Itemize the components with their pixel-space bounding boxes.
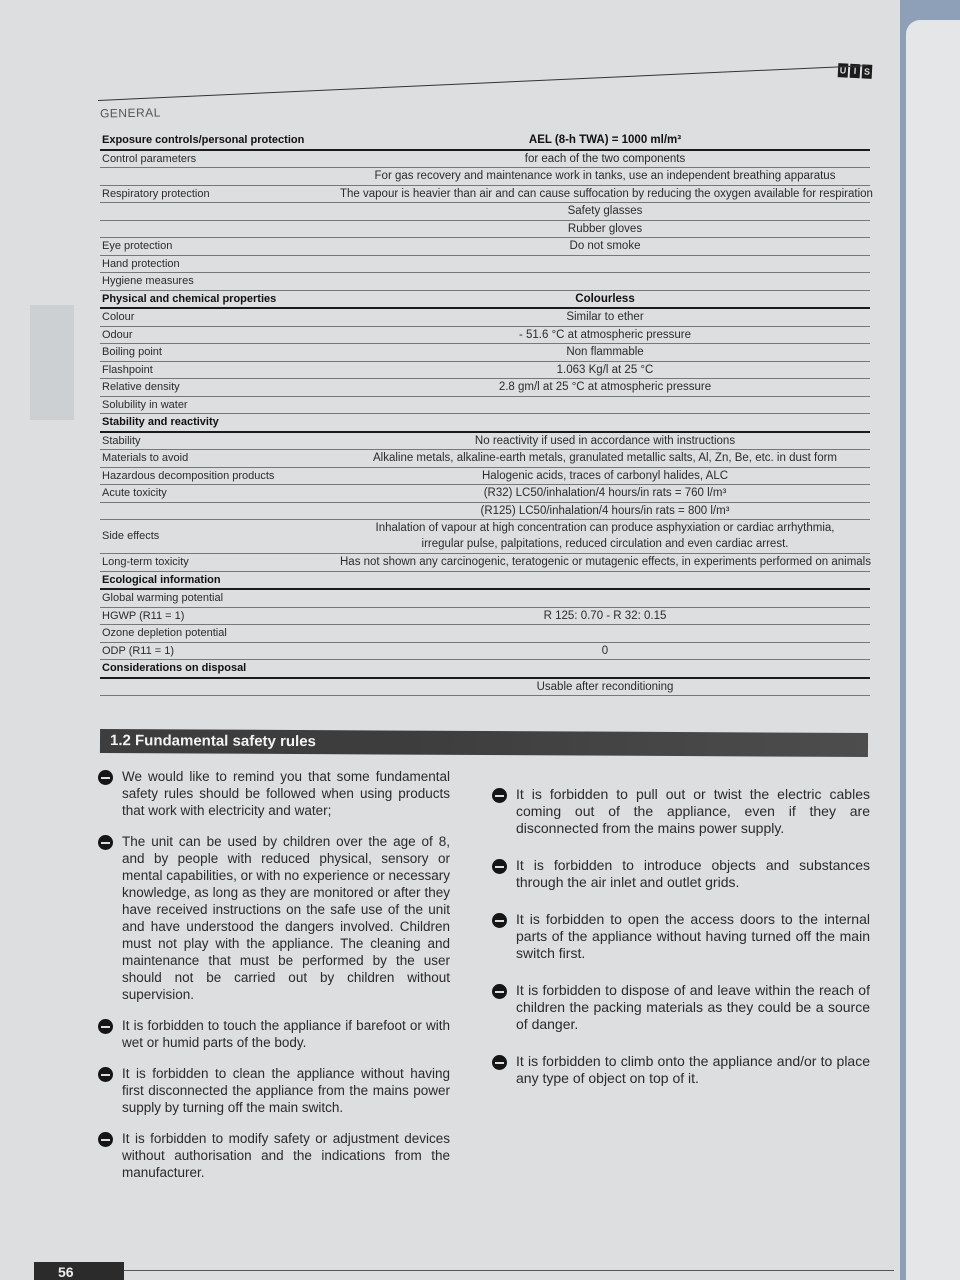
row-value: AEL (8-h TWA) = 1000 ml/m³ <box>528 134 682 146</box>
page-number: 56 <box>58 1264 74 1280</box>
safety-rule <box>98 768 450 819</box>
row-label: Stability and reactivity <box>102 416 219 428</box>
table-row <box>100 503 870 521</box>
safety-rule-text: It is forbidden to dispose of and leave within the reach of children the packing materials as they could be a source of danger. <box>516 982 870 1032</box>
prohibition-icon <box>492 788 507 803</box>
row-label: Ecological information <box>102 573 221 586</box>
row-label: Materials to avoid <box>102 452 189 464</box>
section-heading-bar <box>100 729 868 757</box>
table-row <box>100 590 870 608</box>
table-row <box>100 327 870 345</box>
logo-letter: I <box>850 64 861 79</box>
prohibition-icon <box>98 835 113 850</box>
row-value: Safety glasses <box>567 205 643 217</box>
row-label: Side effects <box>102 530 160 542</box>
header-divider <box>98 65 867 101</box>
safety-rule <box>492 911 870 962</box>
safety-rules-left-column <box>98 768 450 1195</box>
prohibition-icon <box>98 1019 113 1034</box>
row-value: Alkaline metals, alkaline-earth metals, granulated metallic salts, Al, Zn, Be, etc. in dust form <box>372 452 838 464</box>
row-label: Flashpoint <box>102 363 153 376</box>
row-label: Long-term toxicity <box>102 556 189 568</box>
safety-rule-text: It is forbidden to modify safety or adjustment devices without authorisation and the indications from the manufacturer. <box>122 1131 450 1180</box>
row-label: Relative density <box>102 381 180 393</box>
section-heading: 1.2 Fundamental safety rules <box>109 732 316 751</box>
row-value: Colourless <box>575 292 635 305</box>
section-title: GENERAL <box>99 105 161 121</box>
safety-rule <box>492 857 870 891</box>
table-row <box>100 679 870 697</box>
row-label: Hazardous decomposition products <box>102 469 275 482</box>
safety-rule-text: It is forbidden to open the access doors to the internal parts of the appliance without having turned off the main switch first. <box>516 911 870 961</box>
row-value: Rubber gloves <box>567 222 643 235</box>
prohibition-icon <box>98 770 113 785</box>
safety-rule <box>98 1065 450 1116</box>
facing-page-leaf <box>906 20 960 1280</box>
table-row <box>100 168 870 186</box>
safety-rule-text: We would like to remind you that some fundamental safety rules should be followed when using products that work with electricity and water; <box>122 769 450 818</box>
safety-rule-text: It is forbidden to introduce objects and substances through the air inlet and outlet grids. <box>516 857 870 890</box>
table-row <box>100 362 870 380</box>
table-row <box>100 186 873 204</box>
row-label: Control parameters <box>102 152 197 165</box>
table-row <box>100 554 870 572</box>
row-value: 0 <box>601 644 609 657</box>
row-value: The vapour is heavier than air and can cause suffocation by reducing the oxygen available for respiration <box>340 187 873 200</box>
prohibition-icon <box>492 1055 507 1070</box>
row-label: Stability <box>102 434 141 447</box>
footer-divider <box>124 1270 894 1271</box>
row-value: (R32) LC50/inhalation/4 hours/in rats = 760 l/m³ <box>483 487 727 499</box>
safety-rules-right-column <box>492 786 870 1107</box>
prohibition-icon <box>492 913 507 928</box>
prohibition-icon <box>492 859 507 874</box>
row-value: Halogenic acids, traces of carbonyl halides, ALC <box>481 469 729 482</box>
page-tab-marker <box>30 305 74 420</box>
table-row <box>100 151 870 169</box>
table-row <box>100 256 870 274</box>
row-value: No reactivity if used in accordance with instructions <box>474 434 736 447</box>
safety-rule-text: It is forbidden to climb onto the appliance and/or to place any type of object on top of it. <box>516 1053 870 1086</box>
table-row <box>100 221 870 239</box>
safety-rule-text: It is forbidden to pull out or twist the electric cables coming out of the appliance, even if they are disconnected from the mains power supply. <box>516 786 870 836</box>
table-row <box>100 433 870 451</box>
row-value-line: Inhalation of vapour at high concentration can produce asphyxiation or cardiac arrhythmia, <box>375 522 835 534</box>
table-section-header <box>100 132 870 151</box>
row-value <box>340 520 870 552</box>
row-label: Considerations on disposal <box>102 662 247 674</box>
row-label: ODP (R11 = 1) <box>102 644 175 657</box>
row-value: Similar to ether <box>566 311 644 323</box>
table-section-header <box>100 291 870 310</box>
table-section-header <box>100 660 870 679</box>
row-label: Boiling point <box>102 346 162 358</box>
row-value-line: irregular pulse, palpitations, reduced circulation and even cardiac arrest. <box>421 538 789 550</box>
safety-rule-text: The unit can be used by children over the age of 8, and by people with reduced physical, sensory or mental capabilities, or with no experience or necessary knowledge, as long as they are monitored or after they have received instructions on the safe use of the unit and have understood the dangers involved. Children must not play with the appliance. The cleaning and maintenance that must be performed by the user should not be carried out by children without supervision. <box>122 834 450 1002</box>
row-label: Ozone depletion potential <box>102 627 227 639</box>
prohibition-icon <box>492 984 507 999</box>
prohibition-icon <box>98 1067 113 1082</box>
row-label: Hygiene measures <box>102 275 194 287</box>
row-label: Hand protection <box>102 257 180 270</box>
safety-data-table <box>100 132 873 696</box>
facing-page-edge <box>900 0 960 1280</box>
row-label: Respiratory protection <box>102 187 210 200</box>
safety-rule <box>98 1130 450 1181</box>
table-row <box>100 238 870 256</box>
table-row <box>100 450 870 468</box>
safety-rule <box>98 1017 450 1051</box>
table-section-header <box>100 414 870 433</box>
row-label: Global warming potential <box>102 592 224 604</box>
safety-rule-text: It is forbidden to clean the appliance without having first disconnected the appliance from the mains power supply by turning off the main switch. <box>122 1066 450 1115</box>
row-value: (R125) LC50/inhalation/4 hours/in rats = 800 l/m³ <box>480 504 730 517</box>
row-label: Eye protection <box>102 240 173 252</box>
safety-rule <box>492 982 870 1033</box>
row-value: Do not smoke <box>569 240 641 252</box>
row-label: Acute toxicity <box>102 487 167 499</box>
row-label: Physical and chemical properties <box>102 292 277 305</box>
row-value: - 51.6 °C at atmospheric pressure <box>518 328 692 341</box>
table-row <box>100 468 870 486</box>
safety-rule <box>98 833 450 1003</box>
safety-rule <box>492 786 870 837</box>
table-row <box>100 625 870 643</box>
row-label: HGWP (R11 = 1) <box>102 609 185 622</box>
table-row <box>100 608 870 626</box>
table-row <box>100 203 870 221</box>
logo-letter: S <box>862 64 873 79</box>
table-row <box>100 520 870 554</box>
table-row <box>100 379 870 397</box>
row-value: For gas recovery and maintenance work in tanks, use an independent breathing apparatus <box>374 170 836 182</box>
row-value: R 125: 0.70 - R 32: 0.15 <box>543 609 667 622</box>
row-value: 1.063 Kg/l at 25 °C <box>556 363 654 376</box>
table-row <box>100 485 870 503</box>
safety-rule <box>492 1053 870 1087</box>
row-value: for each of the two components <box>524 152 686 165</box>
table-row <box>100 643 870 661</box>
row-label: Solubility in water <box>102 398 188 411</box>
row-value: Has not shown any carcinogenic, teratogenic or mutagenic effects, in experiments performed on animals <box>340 556 871 568</box>
row-label: Colour <box>102 311 135 323</box>
table-section-header <box>100 572 870 591</box>
row-value: 2.8 gm/l at 25 °C at atmospheric pressure <box>498 381 712 393</box>
prohibition-icon <box>98 1132 113 1147</box>
row-value: Non flammable <box>566 346 644 358</box>
row-label: Odour <box>102 328 133 341</box>
page-number-tab <box>34 1262 124 1280</box>
logo-letter: U <box>838 63 849 78</box>
row-value: Usable after reconditioning <box>536 680 674 693</box>
table-row <box>100 344 870 362</box>
table-row <box>100 273 870 291</box>
table-row <box>100 397 870 415</box>
table-row <box>100 309 870 327</box>
safety-rule-text: It is forbidden to touch the appliance if barefoot or with wet or humid parts of the body. <box>122 1018 450 1050</box>
row-label: Exposure controls/personal protection <box>102 134 305 146</box>
